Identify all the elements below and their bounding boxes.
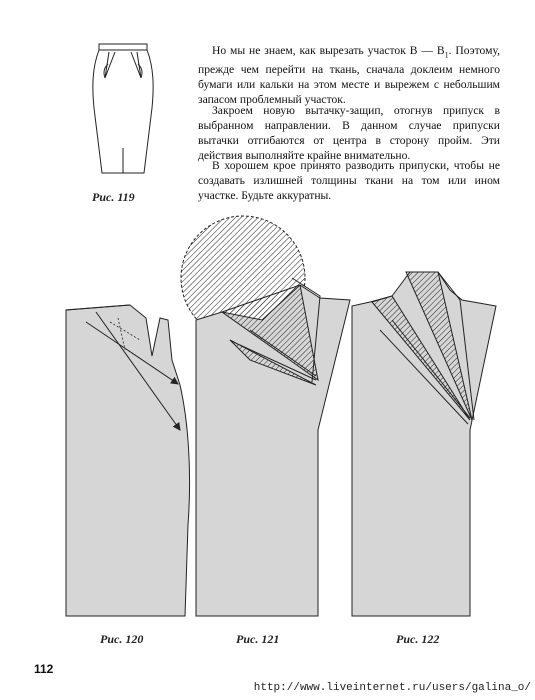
pattern-piece-120	[66, 305, 190, 616]
paragraph-1-text: Но мы не знаем, как вырезать участок В — В	[212, 44, 445, 57]
paragraph-3-text: В хорошем крое принято разводить припуски, чтобы не создавать излишней толщины ткани на том или ином участке. Будьте аккуратны.	[198, 159, 500, 202]
paragraph-2-text: Закроем новую вытачку-защип, отогнув припуск в выбранном направлении. В данном случае припуски вытачки отгибаются от центра в сторону пройм. Эти действия выполняйте крайне внимательно.	[198, 104, 500, 162]
figure-caption-120: Рис. 120	[100, 632, 144, 646]
source-url: http://www.liveinternet.ru/users/galina_o/	[253, 682, 531, 694]
figure-caption-121: Рис. 121	[236, 632, 280, 646]
page-number: 112	[34, 662, 54, 676]
figure-caption-119: Рис. 119	[92, 190, 135, 204]
pattern-piece-121	[181, 216, 350, 616]
pattern-piece-122	[352, 272, 496, 616]
figure-caption-122: Рис. 122	[396, 632, 440, 646]
paragraph-1-subscript: 1	[444, 50, 449, 60]
paragraph-1-text-rest: . Поэтому, прежде чем перейти на ткань, сначала доклеим немного бумаги или кальки на этом месте и вырежем с небольшим запасом проблемный участок.	[198, 44, 500, 107]
